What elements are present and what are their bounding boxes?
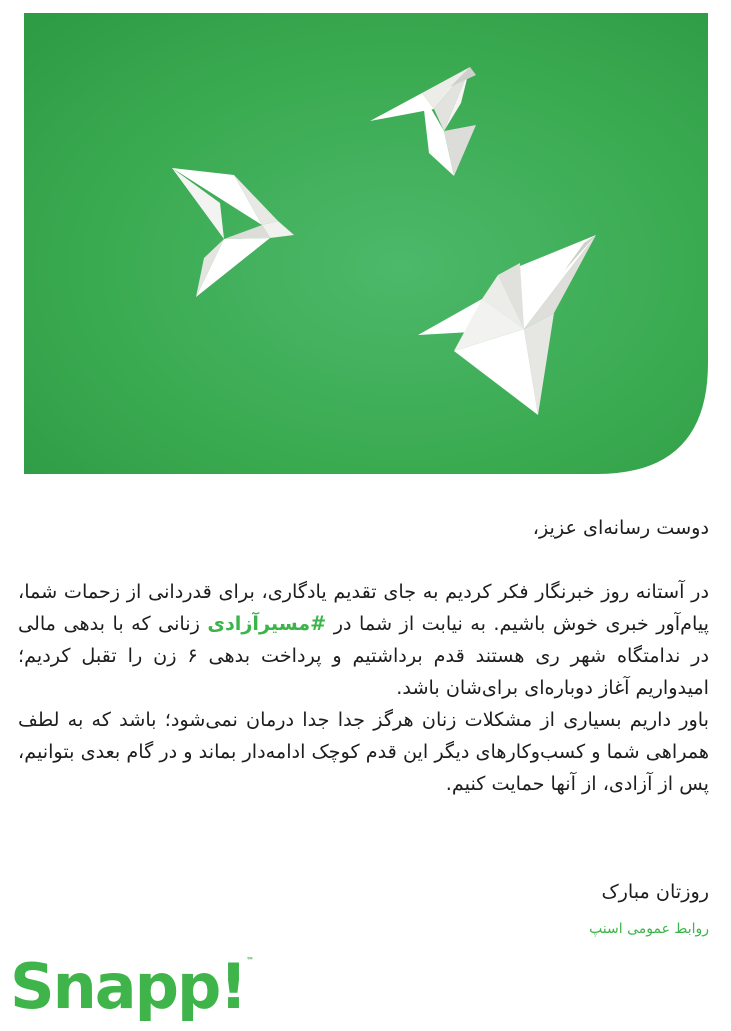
letter-body [18, 512, 709, 800]
hero-background [24, 13, 708, 474]
paragraph-1-part-1: در آستانه روز خبرنگار فکر کردیم به جای تقدیم یادگاری، برای قدردانی از زحمات شما، پیام‌آور خبری خوش باشیم. به نیابت از شما در [18, 580, 709, 635]
closing-line: روزتان مبارک [601, 880, 709, 903]
paragraph-1-part-2: زنانی که با بدهی مالی در ندامتگاه شهر ری هستند قدم برداشتیم و پرداخت بدهی ۶ زن را تقبل کردیم؛ امیدواریم آغاز دوباره‌ای برای‌شان باشد. [18, 612, 709, 699]
snapp-logo [10, 950, 280, 1028]
hashtag-link[interactable]: #مسیرآزادی [207, 612, 327, 635]
trademark-mark: ™ [246, 956, 254, 965]
paragraph-2: باور داریم بسیاری از مشکلات زنان هرگز جدا جدا درمان نمی‌شود؛ باشد که به لطف همراهی شما و کسب‌وکارهای دیگر این قدم کوچک ادامه‌دار بماند و در گام بعدی بتوانیم، پس از آزادی، از آنها حمایت کنیم. [18, 708, 709, 795]
origami-birds-illustration [24, 13, 708, 474]
hero-image [24, 13, 708, 474]
greeting: دوست رسانه‌ای عزیز، [532, 516, 709, 539]
snapp-logo-text: Snapp! [10, 950, 246, 1023]
signature: روابط عمومی اسنپ [589, 921, 709, 937]
paragraph-1 [18, 576, 709, 704]
